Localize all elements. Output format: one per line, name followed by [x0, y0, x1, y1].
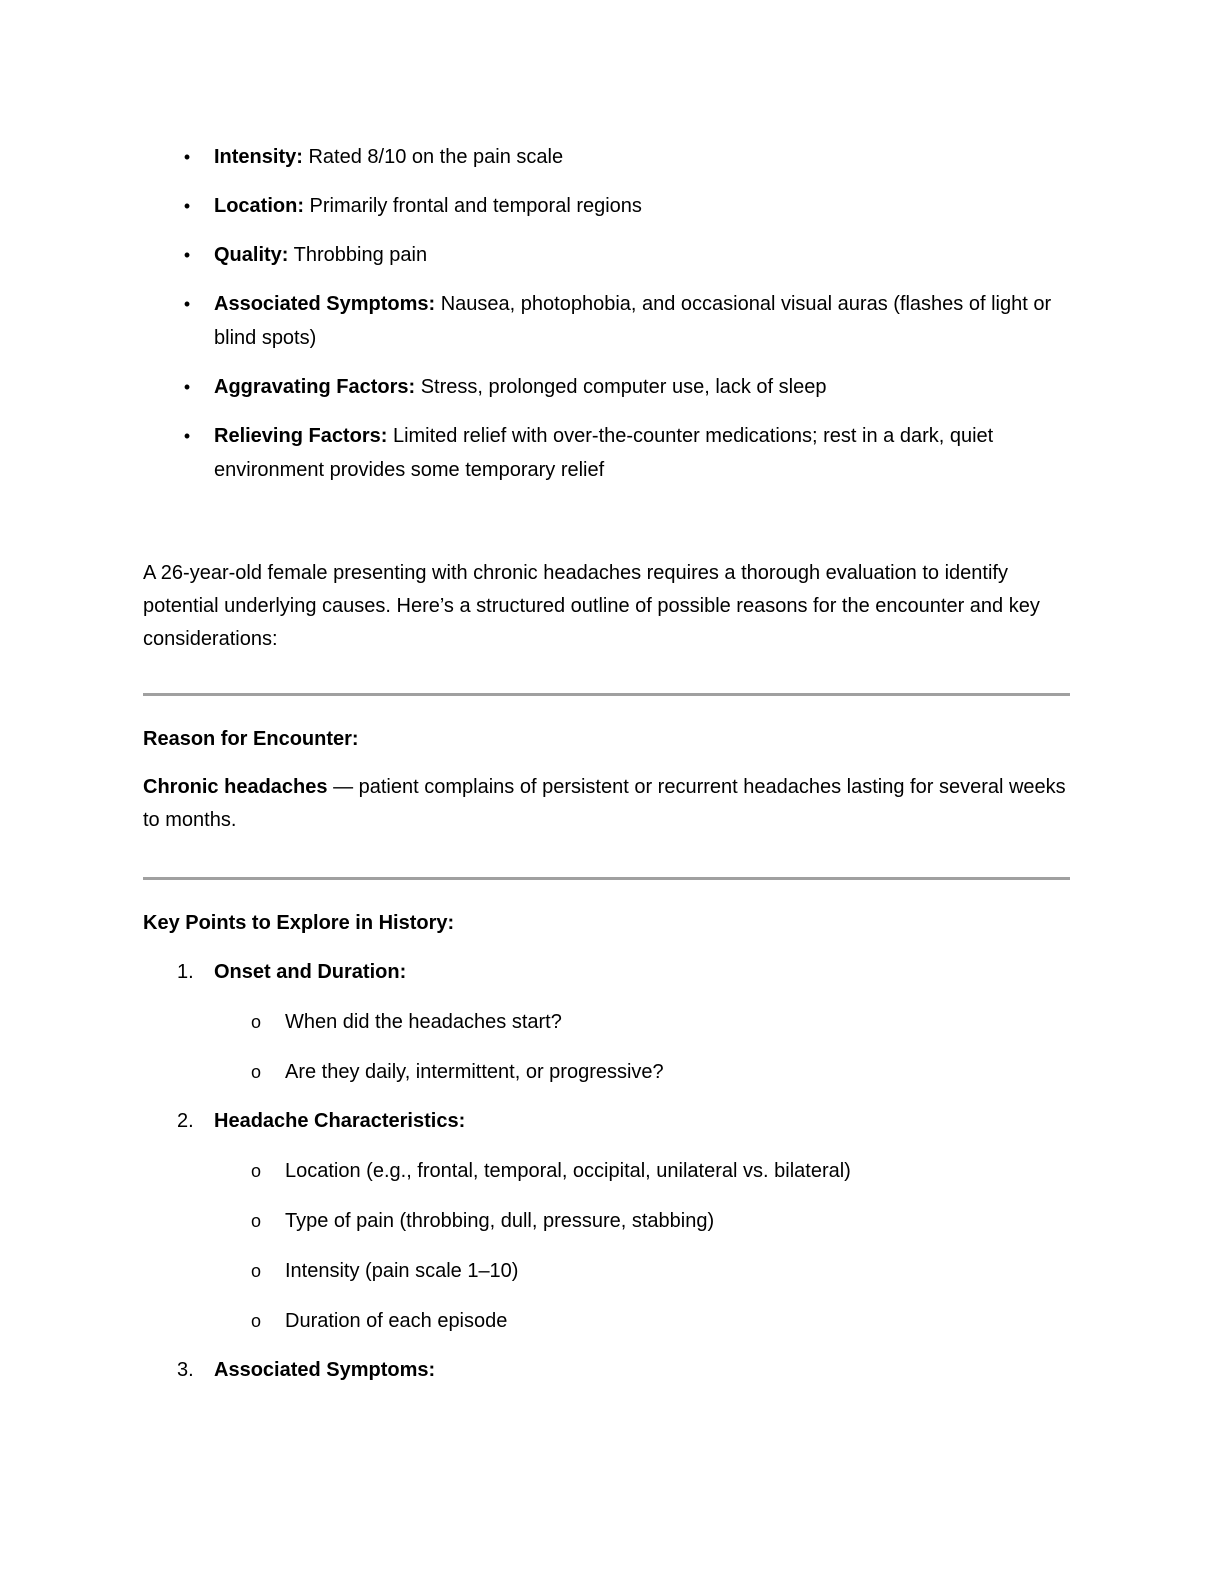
- numbered-item-headache-characteristics: [143, 1104, 1073, 1138]
- bullet-icon: •: [183, 294, 191, 314]
- sub-item-text: Intensity (pain scale 1–10): [285, 1260, 519, 1282]
- bullet-text: Limited relief with over-the-counter medications; rest in a dark, quiet environment provides some temporary relief: [214, 425, 994, 481]
- bullet-item-aggravating-factors: [143, 370, 1073, 404]
- item-number: 1.: [177, 961, 194, 983]
- bullet-icon: •: [183, 426, 191, 446]
- bullet-icon: •: [183, 147, 191, 167]
- reason-paragraph: [143, 771, 1073, 837]
- item-number: 3.: [177, 1359, 194, 1381]
- bullet-text: Stress, prolonged computer use, lack of sleep: [415, 376, 827, 398]
- bullet-text: Throbbing pain: [288, 244, 428, 266]
- horizontal-divider: [143, 693, 1070, 696]
- bullet-label: Location:: [214, 195, 304, 217]
- circle-bullet-icon: o: [251, 1211, 262, 1231]
- reason-text: — patient complains of persistent or recurrent headaches lasting for several weeks to months.: [143, 776, 1066, 831]
- bullet-text: Rated 8/10 on the pain scale: [302, 146, 564, 168]
- reason-label: Chronic headaches: [143, 776, 328, 798]
- bullet-label: Relieving Factors:: [214, 425, 388, 447]
- sub-item-text: Are they daily, intermittent, or progressive?: [285, 1061, 664, 1083]
- bullet-label: Associated Symptoms:: [214, 293, 436, 315]
- history-heading: Key Points to Explore in History:: [143, 912, 455, 934]
- bullet-item-intensity: [143, 140, 1073, 174]
- document-content: [143, 140, 1073, 1387]
- sub-item-text: When did the headaches start?: [285, 1011, 562, 1033]
- bullet-label: Quality:: [214, 244, 289, 266]
- bullet-item-quality: [143, 238, 1073, 272]
- item-number: 2.: [177, 1110, 194, 1132]
- reason-heading: Reason for Encounter:: [143, 728, 359, 750]
- sub-list-item: [143, 1055, 1073, 1089]
- sub-list-headache-characteristics: [143, 1154, 1073, 1338]
- sub-list-item: [143, 1154, 1073, 1188]
- circle-bullet-icon: o: [251, 1062, 262, 1082]
- sub-item-text: Duration of each episode: [285, 1310, 508, 1332]
- sub-list-item: [143, 1005, 1073, 1039]
- sub-list-onset-duration: [143, 1005, 1073, 1089]
- numbered-item-onset-duration: [143, 955, 1073, 989]
- bullet-item-associated-symptoms: [143, 287, 1073, 355]
- bullet-label: Aggravating Factors:: [214, 376, 416, 398]
- bullet-text: Primarily frontal and temporal regions: [304, 195, 642, 217]
- sub-item-text: Location (e.g., frontal, temporal, occipital, unilateral vs. bilateral): [285, 1160, 851, 1182]
- item-label: Associated Symptoms:: [214, 1359, 436, 1381]
- circle-bullet-icon: o: [251, 1261, 262, 1281]
- sub-list-item: [143, 1254, 1073, 1288]
- bullet-icon: •: [183, 377, 191, 397]
- sub-list-item: [143, 1204, 1073, 1238]
- bullet-icon: •: [183, 245, 191, 265]
- numbered-item-associated-symptoms: [143, 1353, 1073, 1387]
- circle-bullet-icon: o: [251, 1311, 262, 1331]
- bullet-item-location: [143, 189, 1073, 223]
- symptom-bullet-list: [143, 140, 1073, 487]
- bullet-icon: •: [183, 196, 191, 216]
- bullet-item-relieving-factors: [143, 419, 1073, 487]
- horizontal-divider: [143, 877, 1070, 880]
- sub-item-text: Type of pain (throbbing, dull, pressure, stabbing): [285, 1210, 715, 1232]
- item-label: Headache Characteristics:: [214, 1110, 466, 1132]
- circle-bullet-icon: o: [251, 1161, 262, 1181]
- intro-paragraph: A 26-year-old female presenting with chronic headaches requires a thorough evaluation to identify potential underlying causes. Here’s a structured outline of possible reasons for the encounter and key considerations:: [143, 562, 1040, 650]
- item-label: Onset and Duration:: [214, 961, 407, 983]
- sub-list-item: [143, 1304, 1073, 1338]
- bullet-label: Intensity:: [214, 146, 303, 168]
- circle-bullet-icon: o: [251, 1012, 262, 1032]
- bullet-text: Nausea, photophobia, and occasional visual auras (flashes of light or blind spots): [214, 293, 1052, 349]
